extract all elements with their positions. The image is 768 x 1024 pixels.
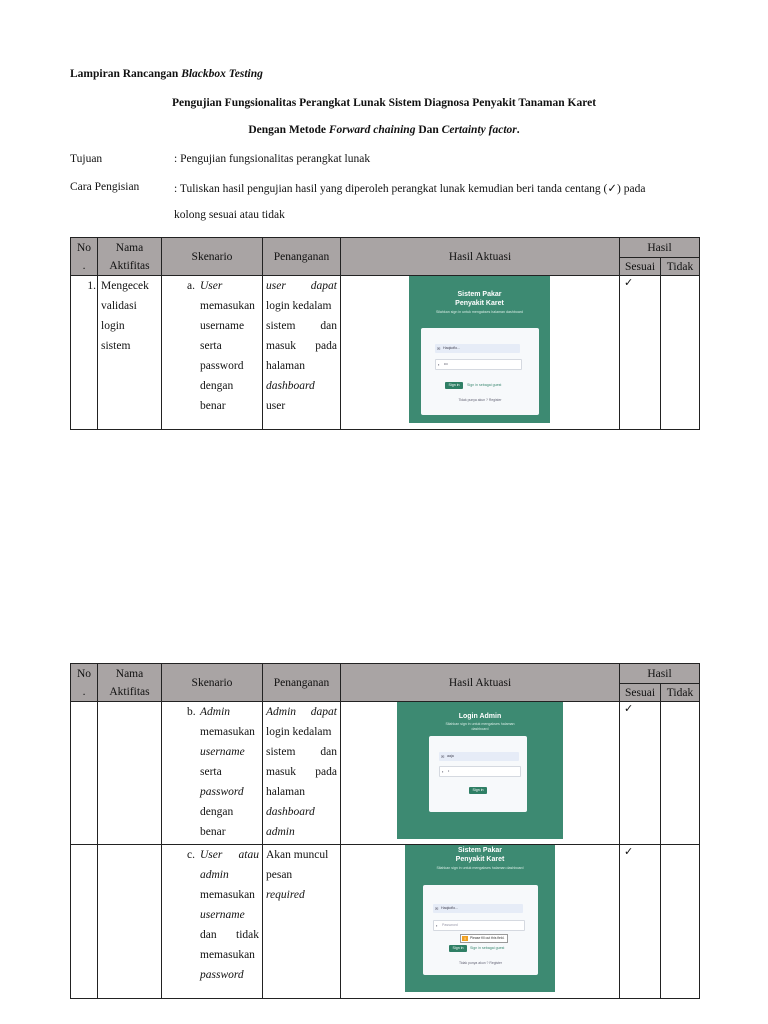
tooltip-text: Please fill out this field. (470, 936, 505, 940)
header-nama-line2: Aktifitas (109, 685, 150, 698)
row-hasil-aktuasi (341, 276, 620, 430)
row-sesuai (620, 845, 661, 999)
row-tidak (661, 276, 700, 430)
shot-title: Login Admin (458, 713, 502, 720)
skenario-line: username (200, 909, 245, 921)
row-nama (98, 845, 162, 999)
header-nama-line1: Nama (115, 241, 144, 254)
required-tooltip (460, 934, 508, 943)
shot-signin-button: Sign in (449, 945, 467, 952)
shot-title-2: Penyakit Karet (455, 300, 504, 307)
shot-guest-link: Sign in sebagai guest (470, 946, 505, 950)
mail-icon: ✉ (437, 346, 441, 351)
penanganan-line: halaman (266, 786, 305, 798)
header-skenario: Skenario (162, 238, 263, 276)
skenario-line: dan tidak (200, 929, 259, 941)
shot-username-value: Haqkoflo... (441, 906, 459, 910)
shot-password-value: • (448, 769, 450, 773)
shot-password-value: ••• (444, 362, 448, 366)
skenario-line: password (200, 360, 244, 372)
check-mark: ✓ (624, 276, 634, 289)
header-nama (98, 238, 162, 276)
header-hasil-aktuasi: Hasil Aktuasi (341, 664, 620, 702)
mail-icon: ✉ (441, 754, 445, 759)
shot-signin-button: Sign in (469, 787, 487, 794)
skenario-lines (162, 276, 262, 416)
shot-guest-link: Sign in sebagai guest (467, 383, 502, 387)
shot-subtitle: Silahkan sign in untuk mengakses halaman dashboard (435, 310, 524, 314)
skenario-letter: b. (187, 706, 196, 718)
shot-card (423, 885, 538, 975)
title-text-d: Certainty factor (441, 124, 517, 136)
testing-table-1 (70, 237, 700, 430)
penanganan-line: Akan muncul (266, 849, 329, 861)
shot-title: Sistem Pakar (457, 291, 502, 298)
header-hasil: Hasil (620, 664, 700, 684)
row-nama (98, 702, 162, 845)
skenario-line: username (200, 320, 245, 332)
skenario-line: username (200, 746, 245, 758)
row-hasil-aktuasi (341, 845, 620, 999)
cara-value-line1: : Tuliskan hasil pengujian hasil yang diperoleh perangkat lunak kemudian beri tanda centang (✓) pada (174, 183, 646, 195)
skenario-block (162, 276, 262, 416)
table-row (71, 276, 700, 430)
skenario-line: benar (200, 826, 226, 838)
shot-signin-button: Sign in (445, 382, 463, 389)
penanganan-line: login kedalam (266, 300, 332, 312)
skenario-block (162, 845, 262, 985)
cara-label: Cara Pengisian (70, 181, 140, 193)
lock-icon: ▪ (436, 923, 438, 928)
skenario-line: serta (200, 340, 222, 352)
penanganan-line: masuk pada (266, 766, 337, 778)
header-nama-line1: Nama (115, 667, 144, 680)
row-no (71, 276, 98, 430)
shot-username-input (433, 904, 523, 913)
penanganan-line: required (266, 889, 305, 901)
header-hasil: Hasil (620, 238, 700, 258)
header-no (71, 664, 98, 702)
shot-password-placeholder: Password (442, 923, 458, 927)
penanganan-line: dashboard (266, 380, 315, 392)
lampiran-prefix: Lampiran Rancangan (70, 68, 182, 80)
row-skenario (162, 702, 263, 845)
check-mark: ✓ (624, 702, 634, 715)
nama-lines (98, 276, 161, 356)
skenario-lines (162, 702, 262, 842)
row-skenario (162, 276, 263, 430)
row-skenario (162, 845, 263, 999)
nama-line: validasi (101, 300, 137, 312)
shot-title: Sistem Pakar (458, 847, 502, 854)
penanganan-line: dashboard (266, 806, 315, 818)
shot-register-text: Tidak punya akun ? Register (458, 961, 503, 965)
required-screenshot (405, 845, 555, 992)
row-sesuai (620, 276, 661, 430)
login-screenshot (409, 276, 550, 423)
skenario-line: Admin (200, 706, 231, 718)
penanganan-line: Admin dapat (266, 706, 337, 718)
nama-line: sistem (101, 340, 131, 352)
warning-icon: ! (462, 936, 468, 941)
skenario-line: memasukan (200, 300, 255, 312)
skenario-line: User atau (200, 849, 259, 861)
skenario-line: memasukan (200, 949, 255, 961)
shot-subtitle: Silahkan sign in untuk mengakses halaman dashboard (445, 722, 515, 731)
penanganan-line: sistem dan (266, 320, 337, 332)
header-no-line1: No (76, 241, 92, 254)
penanganan-line: masuk pada (266, 340, 337, 352)
skenario-block (162, 702, 262, 842)
header-skenario: Skenario (162, 664, 263, 702)
row-tidak (661, 845, 700, 999)
header-nama-line2: Aktifitas (109, 259, 150, 272)
skenario-line: dengan (200, 380, 234, 392)
shot-username-value: aaja (447, 754, 454, 758)
row-penanganan (263, 845, 341, 999)
testing-table-2 (70, 663, 700, 999)
header-sesuai: Sesuai (620, 684, 661, 702)
row-penanganan (263, 702, 341, 845)
skenario-line: serta (200, 766, 222, 778)
skenario-line: admin (200, 869, 229, 881)
nama-line: login (101, 320, 125, 332)
nama-line: Mengecek (101, 280, 149, 292)
row-tidak (661, 702, 700, 845)
skenario-letter: a. (187, 280, 195, 292)
penanganan-line: pesan (266, 869, 293, 881)
doc-title-line2 (0, 124, 768, 136)
title-text-a: Dengan Metode (248, 124, 329, 136)
table-row (71, 702, 700, 845)
penanganan-lines (263, 845, 340, 905)
shot-password-input (439, 766, 521, 777)
title-text-b: Forward chaining (328, 124, 416, 136)
row-no (71, 845, 98, 999)
lock-icon: ▪ (442, 769, 444, 774)
check-mark: ✓ (624, 845, 634, 858)
lampiran-italic: Blackbox Testing (181, 68, 263, 80)
skenario-line: memasukan (200, 889, 255, 901)
skenario-line: password (200, 786, 244, 798)
lampiran-heading (70, 68, 263, 80)
skenario-line: User (200, 280, 223, 292)
penanganan-lines (263, 702, 340, 842)
header-no-line2: . (82, 685, 86, 698)
mail-icon: ✉ (435, 906, 439, 911)
penanganan-lines (263, 276, 340, 416)
header-hasil-aktuasi: Hasil Aktuasi (341, 238, 620, 276)
row-no-text: 1. (87, 280, 96, 292)
row-nama (98, 276, 162, 430)
tujuan-label: Tujuan (70, 153, 103, 165)
shot-card (421, 328, 539, 415)
header-penanganan: Penanganan (263, 238, 341, 276)
shot-password-input (433, 920, 525, 931)
shot-register-text: Tidak punya akun ? Register (458, 398, 502, 402)
row-no (71, 702, 98, 845)
header-tidak: Tidak (661, 258, 700, 276)
doc-title-line1: Pengujian Fungsionalitas Perangkat Lunak Sistem Diagnosa Penyakit Tanaman Karet (171, 97, 597, 109)
admin-login-screenshot (397, 702, 563, 839)
skenario-line: dengan (200, 806, 234, 818)
shot-title-2: Penyakit Karet (455, 856, 505, 863)
header-sesuai: Sesuai (620, 258, 661, 276)
title-text-e: . (516, 124, 520, 136)
header-no-line1: No (76, 667, 92, 680)
row-hasil-aktuasi (341, 702, 620, 845)
penanganan-line: login kedalam (266, 726, 332, 738)
skenario-lines (162, 845, 262, 985)
shot-password-input (435, 359, 522, 370)
header-nama (98, 664, 162, 702)
skenario-line: password (200, 969, 244, 981)
skenario-line: memasukan (200, 726, 255, 738)
shot-username-input (439, 752, 519, 761)
lock-icon: ▪ (438, 362, 440, 367)
penanganan-line: admin (266, 826, 295, 838)
tujuan-value: : Pengujian fungsionalitas perangkat lunak (174, 153, 371, 165)
header-no-line2: . (82, 259, 86, 272)
title-text-c: Dan (415, 124, 442, 136)
shot-username-input (435, 344, 520, 353)
penanganan-line: user (266, 400, 286, 412)
header-no (71, 238, 98, 276)
cara-value-line2: kolong sesuai atau tidak (174, 209, 285, 221)
row-penanganan (263, 276, 341, 430)
shot-card (429, 736, 527, 812)
skenario-line: benar (200, 400, 226, 412)
penanganan-line: halaman (266, 360, 305, 372)
skenario-letter: c. (187, 849, 195, 861)
header-penanganan: Penanganan (263, 664, 341, 702)
table-row (71, 845, 700, 999)
shot-username-value: Haqkoflo... (443, 346, 461, 350)
row-sesuai (620, 702, 661, 845)
penanganan-line: sistem dan (266, 746, 337, 758)
shot-subtitle: Silahkan sign in untuk mengakses halaman dashboard (436, 866, 524, 870)
penanganan-line: user dapat (266, 280, 337, 292)
header-tidak: Tidak (661, 684, 700, 702)
